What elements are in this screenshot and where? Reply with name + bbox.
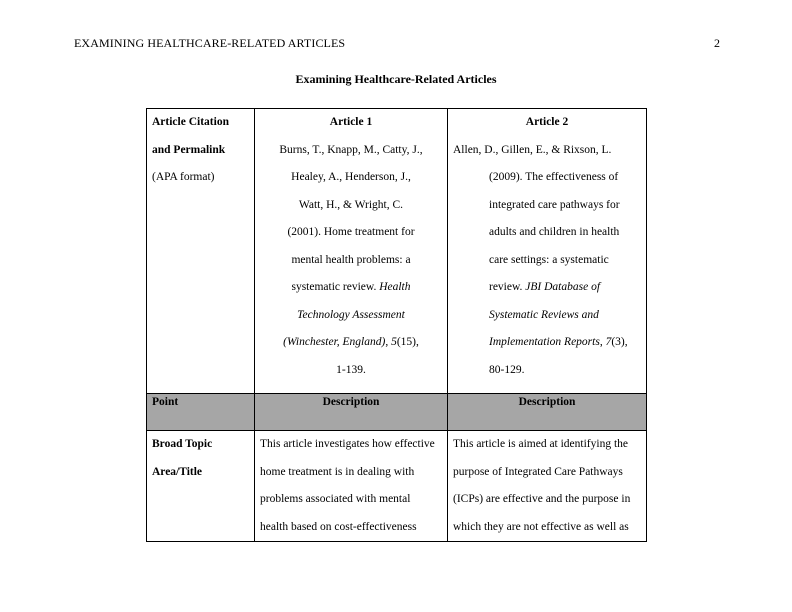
article1-cite-line: mental health problems: a <box>291 253 411 266</box>
topic-label-line-2: Area/Title <box>152 465 203 478</box>
article2-cite-line <box>453 274 641 302</box>
article2-journal-text: JBI Database of <box>525 281 601 293</box>
article1-pages: 1-139. <box>336 363 366 376</box>
article1-sep: , <box>385 336 392 348</box>
article2-topic-line: This article is aimed at identifying the <box>453 438 629 450</box>
article2-cite-line: care settings: a systematic <box>489 253 609 266</box>
citation-label-cell <box>147 109 255 394</box>
article1-journal-text: (Winchester, England) <box>283 336 386 348</box>
article2-heading: Article 2 <box>525 116 569 128</box>
article1-cite-line <box>260 274 442 302</box>
topic-label-cell <box>147 431 255 542</box>
point-header: Point <box>147 394 255 431</box>
page-number: 2 <box>714 36 720 50</box>
document-title: Examining Healthcare-Related Articles <box>295 72 497 86</box>
article1-cite-line: Watt, H., & Wright, C. <box>298 198 404 211</box>
citation-label-line-1: Article Citation <box>152 116 229 128</box>
article1-citation-cell <box>255 109 448 394</box>
article2-topic-cell <box>448 431 647 542</box>
article2-journal-line: Systematic Reviews and <box>489 308 599 321</box>
article1-topic-cell <box>255 431 448 542</box>
article2-sep: , <box>599 336 606 348</box>
article1-volume: 5 <box>391 336 397 348</box>
article2-cite-line <box>453 329 641 357</box>
running-head: EXAMINING HEALTHCARE-RELATED ARTICLES <box>74 36 346 50</box>
article1-issue: (15), <box>396 336 419 348</box>
article1-topic-line: health based on cost-effectiveness <box>260 520 417 533</box>
article2-journal-text: Implementation Reports <box>489 336 600 348</box>
article2-citation-cell <box>448 109 647 394</box>
article2-issue: (3), <box>611 336 628 348</box>
article1-topic-line: problems associated with mental <box>260 493 411 505</box>
citation-row <box>147 109 647 394</box>
article1-topic-line: This article investigates how effective <box>260 438 435 450</box>
article1-topic-line: home treatment is in dealing with <box>260 465 415 478</box>
article2-cite-line: Allen, D., Gillen, E., & Rixson, L. <box>453 143 612 156</box>
article1-journal-line: Technology Assessment <box>297 308 405 321</box>
article2-volume: 7 <box>605 336 612 348</box>
article2-cite-text: review. <box>489 281 526 293</box>
article1-cite-line <box>260 329 442 357</box>
topic-label-line-1: Broad Topic <box>152 438 213 450</box>
point-header-row <box>147 394 647 431</box>
article2-topic-line: (ICPs) are effective and the purpose in <box>453 493 631 505</box>
article2-topic-line: purpose of Integrated Care Pathways <box>453 465 623 478</box>
article2-cite-line: adults and children in health <box>489 226 620 238</box>
article1-cite-text: systematic review. <box>291 281 380 293</box>
citation-label-line-2: and Permalink <box>152 143 226 156</box>
article1-heading: Article 1 <box>329 116 373 128</box>
comparison-table <box>146 108 647 542</box>
article1-cite-line: (2001). Home treatment for <box>287 226 415 238</box>
description-header-2: Description <box>448 394 647 431</box>
article2-pages: 80-129. <box>489 363 525 376</box>
description-header-1: Description <box>255 394 448 431</box>
article1-journal-text: Health <box>379 281 411 293</box>
article2-cite-line: integrated care pathways for <box>489 198 620 211</box>
topic-row <box>147 431 647 542</box>
article1-cite-line: Burns, T., Knapp, M., Catty, J., <box>279 143 423 156</box>
article1-cite-line: Healey, A., Henderson, J., <box>291 171 411 183</box>
citation-label-line-3: (APA format) <box>152 171 215 183</box>
article2-cite-line: (2009). The effectiveness of <box>489 171 619 183</box>
article2-topic-line: which they are not effective as well as <box>453 520 629 533</box>
